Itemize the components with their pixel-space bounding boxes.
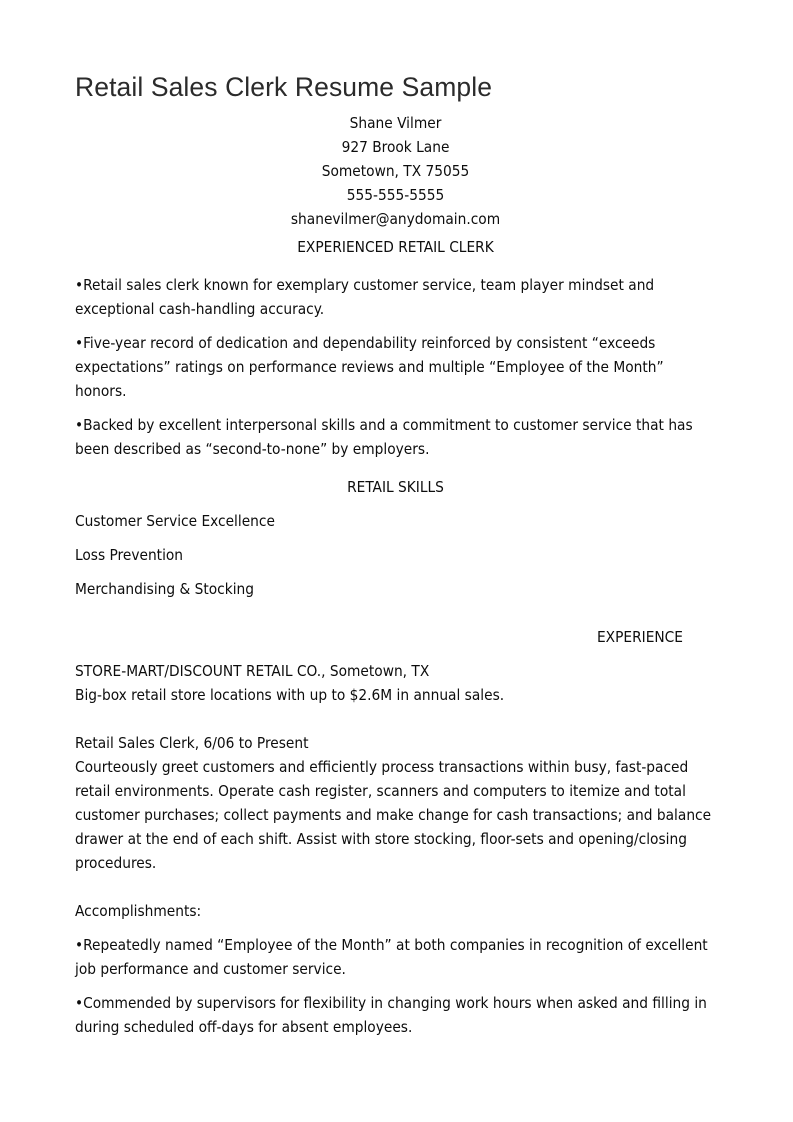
spacer (75, 707, 716, 731)
spacer (75, 499, 716, 509)
contact-street: 927 Brook Lane (341, 138, 450, 156)
accomplishment-bullet: •Commended by supervisors for flexibility in changing work hours when asked and filling in during scheduled off-days for absent employees. (75, 994, 707, 1036)
contact-city-state-zip: Sometown, TX 75055 (321, 162, 470, 180)
spacer (75, 533, 716, 543)
contact-block (75, 111, 716, 231)
summary-heading: EXPERIENCED RETAIL CLERK (297, 238, 494, 256)
skill-item: Merchandising & Stocking (75, 580, 254, 598)
skill-item: Loss Prevention (75, 546, 184, 564)
accomplishments-label: Accomplishments: (75, 902, 202, 920)
skills-heading: RETAIL SKILLS (347, 478, 444, 496)
skill-item: Customer Service Excellence (75, 512, 275, 530)
contact-name: Shane Vilmer (349, 114, 442, 132)
spacer (75, 981, 716, 991)
accomplishment-bullet: •Repeatedly named “Employee of the Month” at both companies in recognition of excellent job performance and customer service. (75, 936, 708, 978)
summary-bullet: •Retail sales clerk known for exemplary customer service, team player mindset and exceptional cash-handling accuracy. (75, 276, 655, 318)
spacer (75, 461, 716, 471)
spacer (75, 923, 716, 933)
contact-email: shanevilmer@anydomain.com (290, 210, 501, 228)
spacer (75, 567, 716, 577)
page-title: Retail Sales Clerk Resume Sample (75, 72, 493, 102)
spacer (75, 259, 716, 273)
summary-bullet: •Backed by excellent interpersonal skills and a commitment to customer service that has been described as “second-to-none” by employers. (75, 416, 693, 458)
employer-description: Big-box retail store locations with up to $2.6M in annual sales. (75, 686, 505, 704)
spacer (75, 403, 716, 413)
contact-phone: 555-555-5555 (346, 186, 445, 204)
spacer (75, 649, 716, 659)
experience-heading: EXPERIENCE (596, 628, 683, 646)
employer-name: STORE-MART/DISCOUNT RETAIL CO., Sometown, TX (75, 662, 430, 680)
resume-content (75, 72, 716, 1039)
summary-bullet: •Five-year record of dedication and dependability reinforced by consistent “exceeds expectations” ratings on performance reviews and multiple “Employee of the Month” honors. (75, 334, 664, 400)
job-description: Courteously greet customers and efficiently process transactions within busy, fast-paced retail environments. Operate cash register, scanners and computers to itemize and total customer purchases; collect payments and make change for cash transactions; and balance drawer at the end of each shift. Assist with store stocking, floor-sets and opening/closing procedures. (75, 758, 712, 872)
job-title: Retail Sales Clerk, 6/06 to Present (75, 734, 309, 752)
spacer (75, 321, 716, 331)
spacer (75, 875, 716, 899)
spacer (75, 601, 716, 625)
